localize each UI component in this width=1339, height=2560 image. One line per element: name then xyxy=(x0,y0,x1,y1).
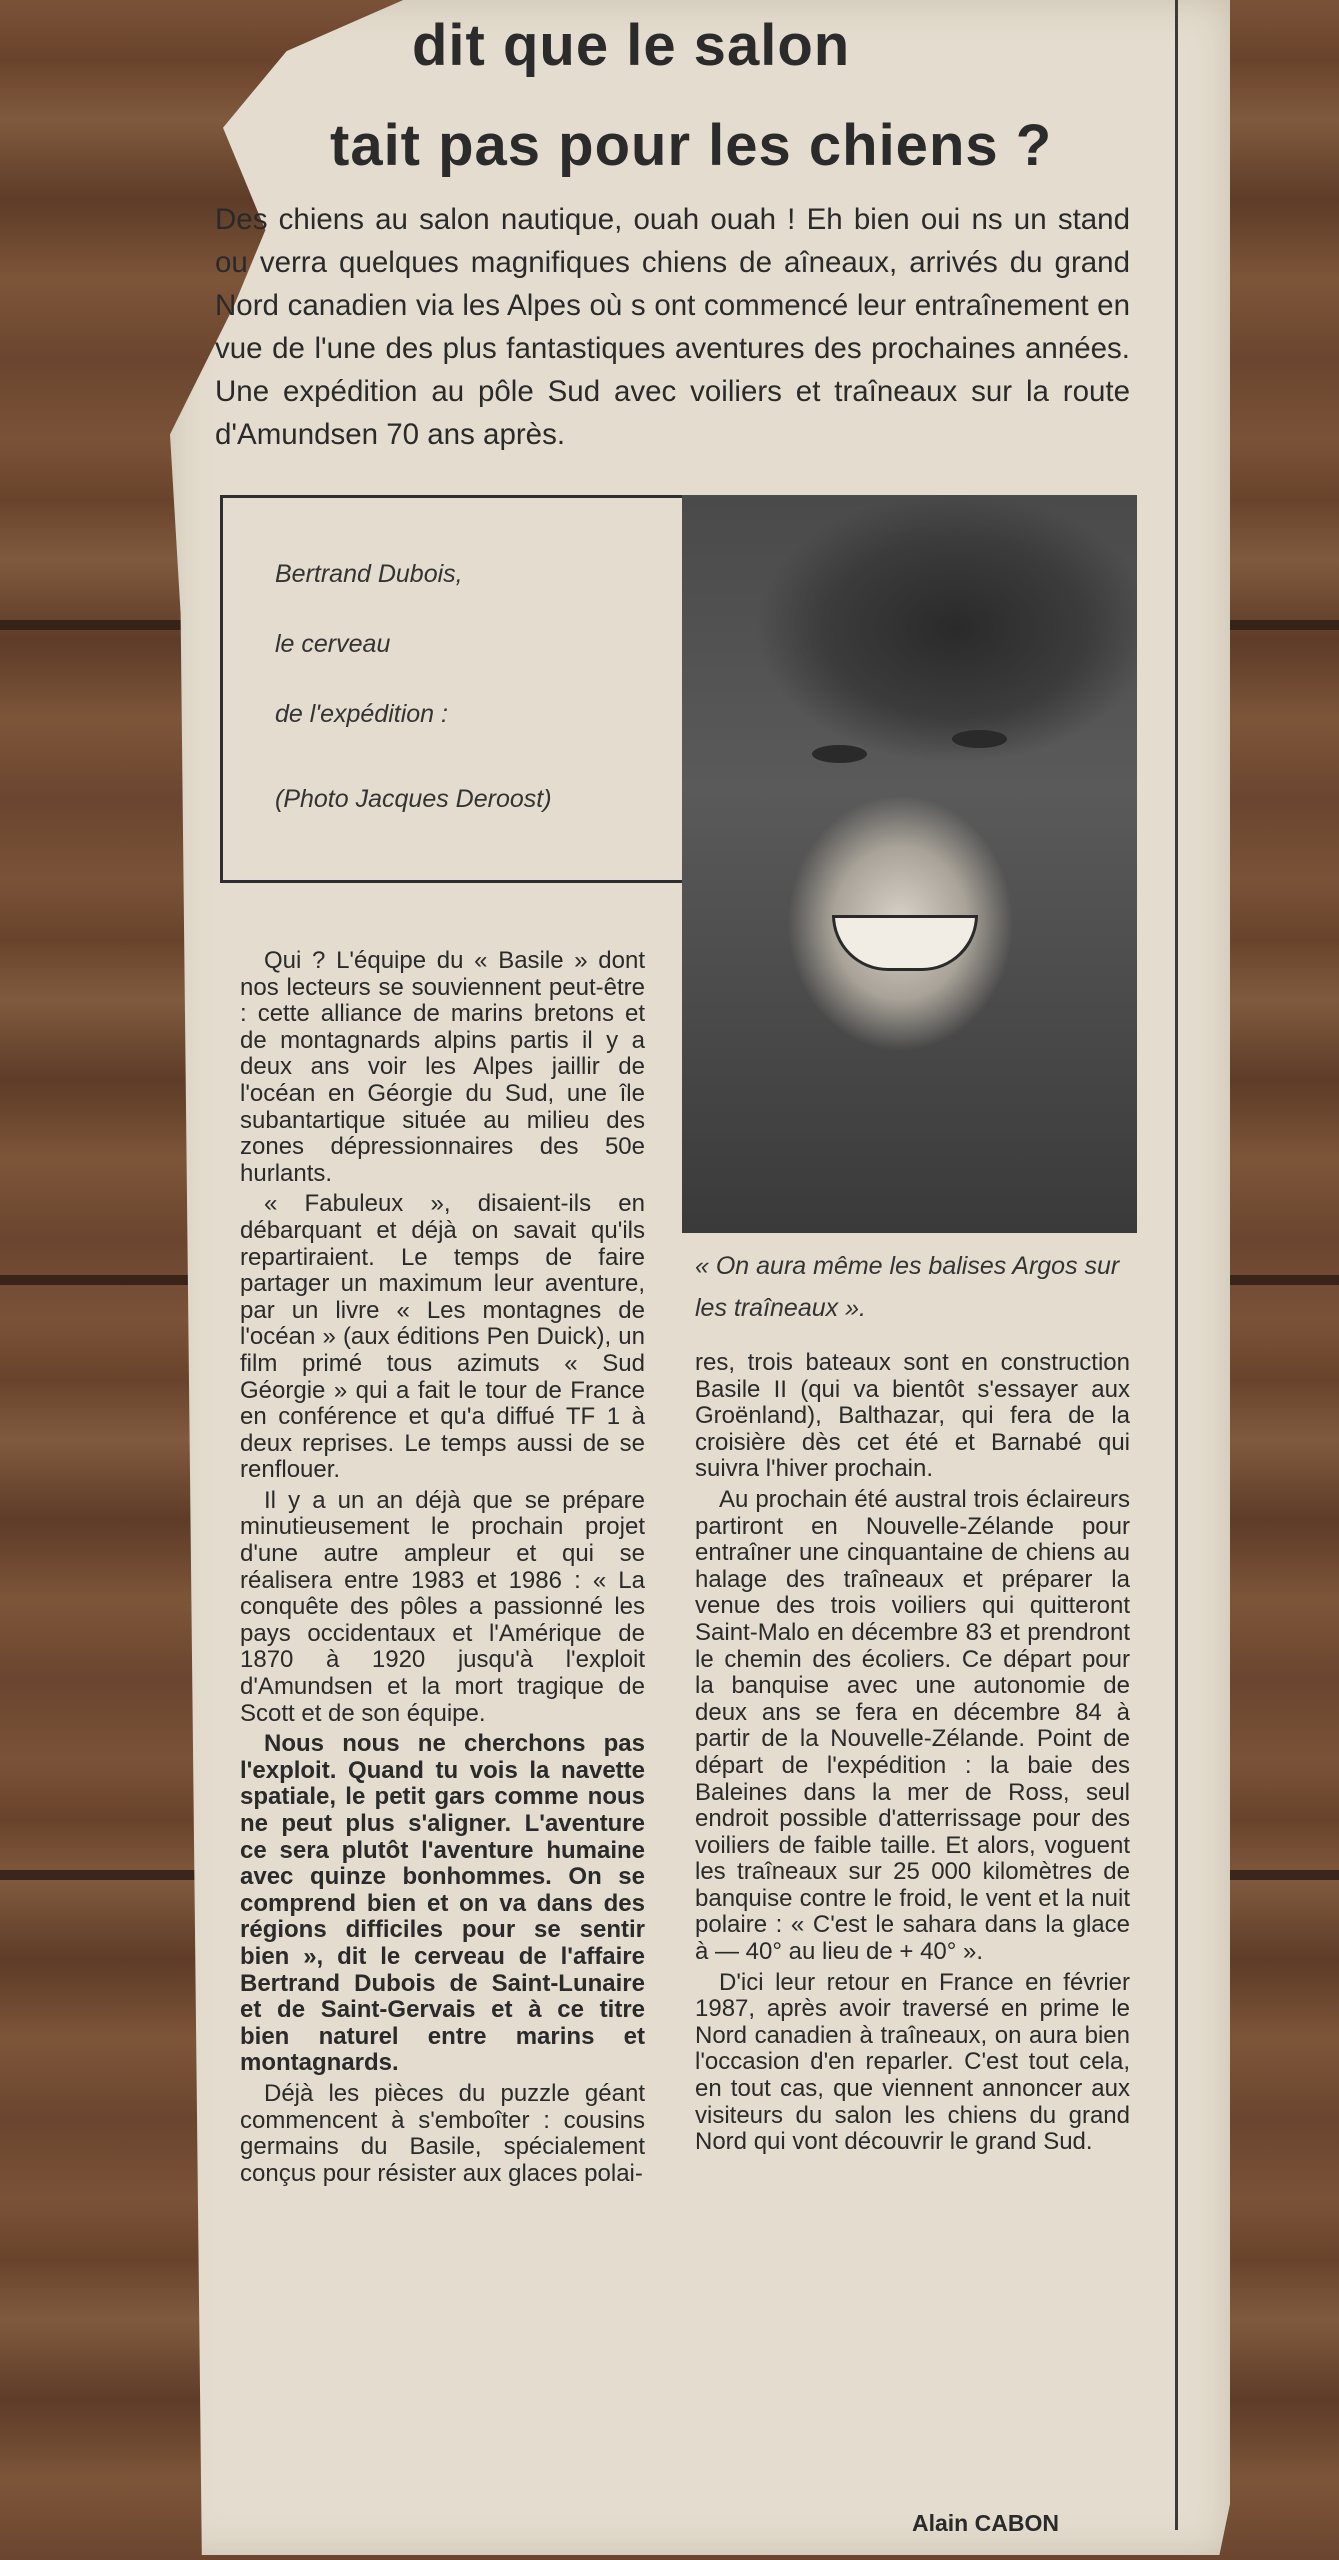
paragraph: D'ici leur retour en France en février 1987, après avoir traversé en prime le Nord canadien à traîneaux, on aura bien l'occasion d'en reparler. C'est tout cela, en tout cas, que viennent annoncer aux visiteurs du salon les chiens du grand Nord qui vont découvrir le grand Sud. xyxy=(695,1968,1130,2156)
author-signature: Alain CABON xyxy=(912,2510,1059,2536)
paragraph: Il y a un an déjà que se prépare minutieusement le prochain projet d'une autre ampleur et qui se réalisera entre 1983 et 1986 : « La conquête des pôles a passionné les pays occidentaux et l'Amérique de 1870 à 1920 jusqu'à l'exploit d'Amundsen et la mort tragique de Scott et de son équipe. xyxy=(240,1486,645,1727)
portrait-photo xyxy=(682,495,1137,1233)
photo-eye xyxy=(952,730,1007,748)
paragraph: « Fabuleux », disaient-ils en débarquant et déjà on savait qu'ils repartiraient. Le temps de faire partager un maximum leur aventure, par un livre « Les montagnes de l'océan » (aux éditions Pen Duick), un film primé tous azimuts « Sud Géorgie » qui a fait le tour de France en conférence et qu'a diffué TF 1 à deux reprises. Le temps aussi de se renflouer. xyxy=(240,1190,645,1484)
caption-name: Bertrand Dubois, xyxy=(275,560,463,588)
paragraph: Au prochain été austral trois éclaireurs partiront en Nouvelle-Zélande pour entraîner une cinquantaine de chiens au halage des traîneaux et préparer la venue des trois voiliers qui quitteront Saint-Malo en décembre 83 et prendront le chemin des écoliers. Ce départ pour la banquise avec une autonomie de deux ans se fera en décembre 84 à partir de la Nouvelle-Zélande. Point de départ de l'expédition : la baie des Baleines dans la mer de Ross, seul endroit possible d'atterrissage pour des voiliers de faible taille. Et alors, voguent les traîneaux sur 25 000 kilomètres de banquise contre le froid, le vent et la nuit polaire : « C'est le sahara dans la glace à — 40° au lieu de + 40° ». xyxy=(695,1485,1130,1966)
headline-line-1: dit que le salon xyxy=(412,13,851,78)
lead-paragraph: Des chiens au salon nautique, ouah ouah ! Eh bien oui ns un stand ou verra quelques magnifiques chiens de aîneaux, arrivés du grand Nord canadien via les Alpes où s ont commencé leur entraînement en vue de l'une des plus fantastiques aventures des prochaines années. Une expédition au pôle Sud avec voiliers et traîneaux sur la route d'Amundsen 70 ans après. xyxy=(215,203,1130,451)
paragraph: Déjà les pièces du puzzle géant commencent à s'emboîter : cousins germains du Basile, spécialement conçus pour résister aux glaces polai- xyxy=(240,2079,645,2187)
photo-caption: « On aura même les balises Argos sur les traîneaux ». xyxy=(695,1252,1120,1322)
right-column xyxy=(695,1350,1130,2160)
paragraph: res, trois bateaux sont en construction Basile II (qui va bientôt s'essayer aux Groënland), Balthazar, qui fera de la croisière dès cet été et Barnabé qui suivra l'hiver prochain. xyxy=(695,1349,1130,1483)
column-rule xyxy=(1175,0,1178,2530)
caption-credit: (Photo Jacques Deroost) xyxy=(275,785,552,813)
paragraph: Qui ? L'équipe du « Basile » dont nos lecteurs se souviennent peut-être : cette alliance de marins bretons et de montagnards alpins partis il y a deux ans voir les Alpes jaillir de l'océan en Géorgie du Sud, une île subantartique située au milieu des zones dépressionnaires des 50e hurlants. xyxy=(240,947,645,1187)
photo-smile xyxy=(832,915,978,971)
caption-line-3: de l'expédition : xyxy=(275,700,448,728)
photo-eye xyxy=(812,745,867,763)
caption-box xyxy=(220,495,683,883)
left-column xyxy=(240,948,645,2191)
caption-line-2: le cerveau xyxy=(275,630,391,658)
paragraph: Nous nous ne cherchons pas l'exploit. Quand tu vois la navette spatiale, le petit gars comme nous ne peut plus s'aligner. L'aventure ce sera plutôt l'aventure humaine avec quinze bonhommes. On se comprend bien et on va dans des régions difficiles pour se sentir bien », dit le cerveau de l'affaire Bertrand Dubois de Saint-Lunaire et de Saint-Gervais et à ce titre bien naturel entre marins et montagnards. xyxy=(240,1730,645,2077)
headline-line-2: tait pas pour les chiens ? xyxy=(330,113,1053,178)
